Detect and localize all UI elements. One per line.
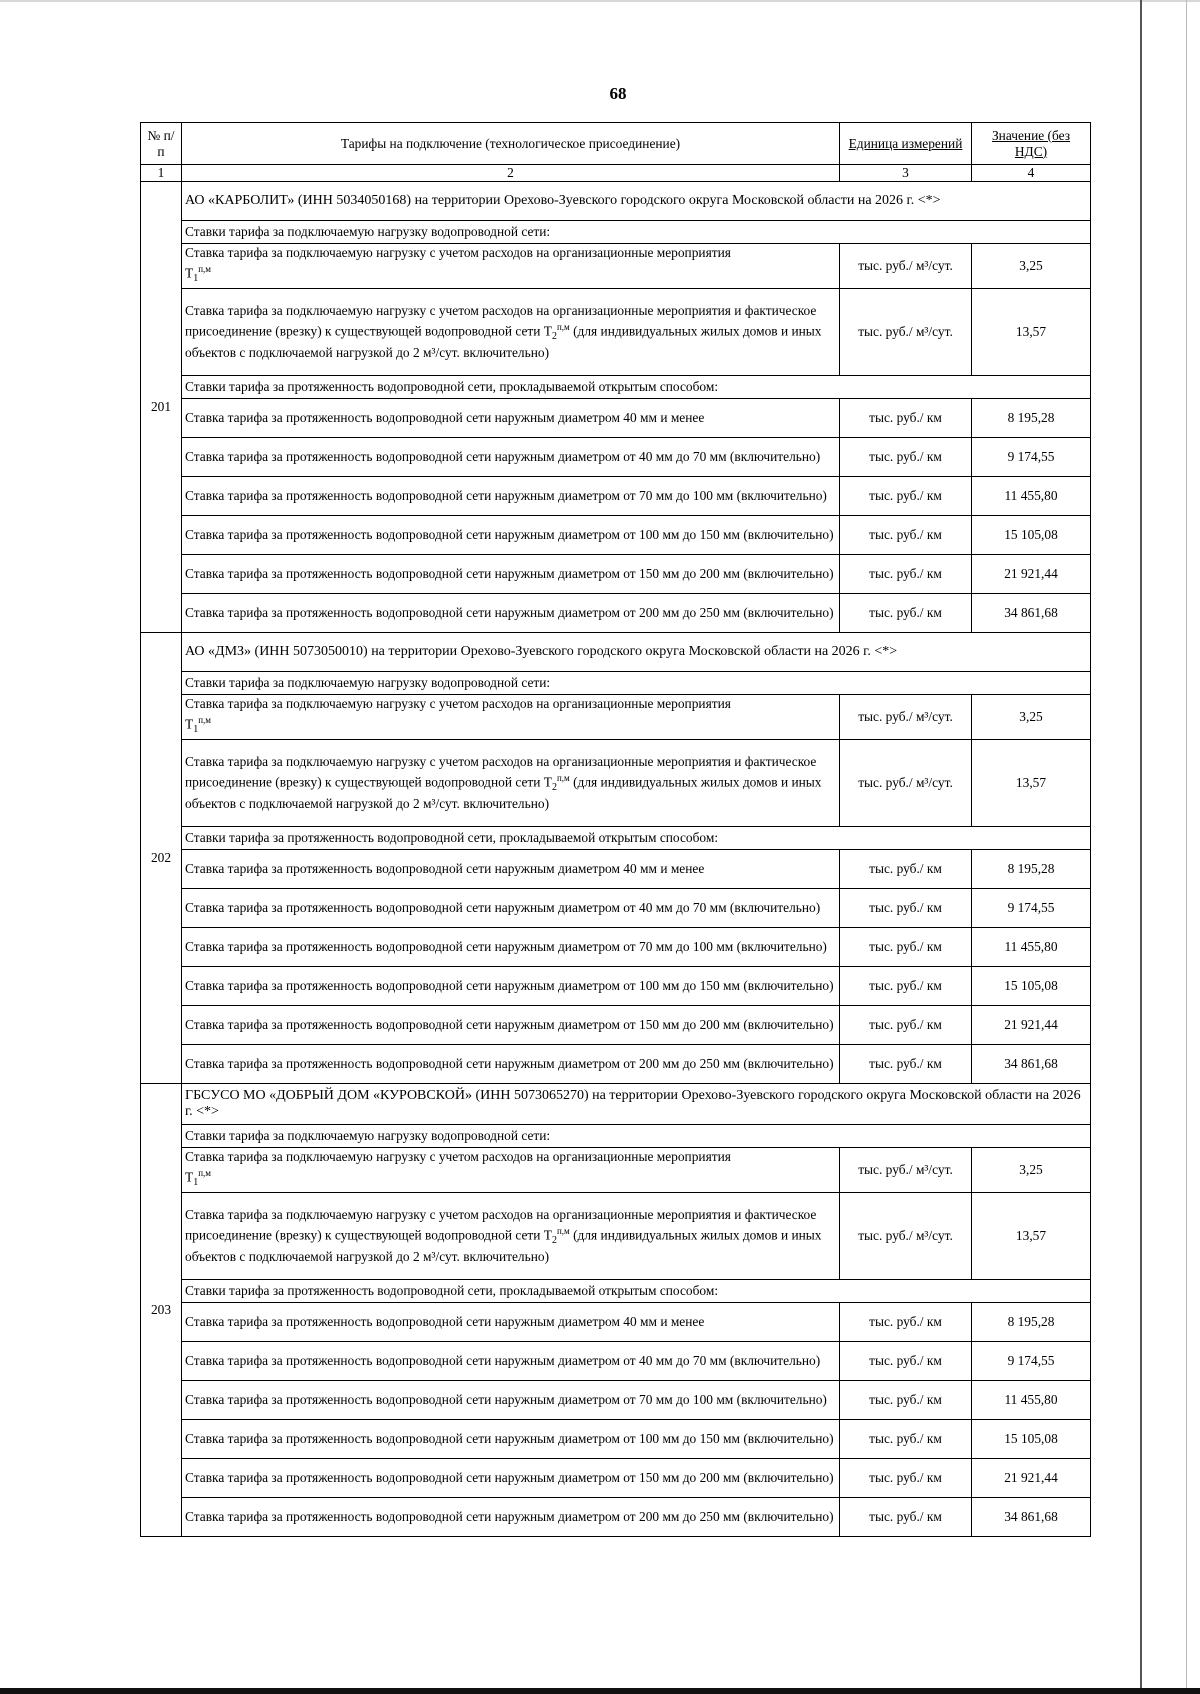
table-row: [141, 1193, 1091, 1280]
t2-superscript: п,м: [556, 773, 570, 784]
table-row: [141, 1420, 1091, 1459]
t1-superscript: п,м: [198, 264, 211, 274]
header-value: [972, 123, 1091, 165]
t2-superscript: п,м: [556, 1226, 570, 1237]
rate-value: 11 455,80: [972, 477, 1091, 516]
rate-unit: тыс. руб./ км: [840, 1381, 972, 1420]
rate-description: Ставка тарифа за протяженность водопроводной сети наружным диаметром от 70 мм до 100 мм (включительно): [182, 928, 840, 967]
t1-symbol: T: [185, 265, 194, 281]
t2-subscript: 2: [551, 782, 557, 794]
t1-description-text: Ставка тарифа за подключаемую нагрузку с учетом расходов на организационные мероприятия: [185, 1149, 731, 1165]
t2-value: 13,57: [972, 740, 1091, 827]
table-row: [141, 1498, 1091, 1537]
rate-value: 11 455,80: [972, 928, 1091, 967]
column-number-2: 2: [182, 165, 840, 182]
rate-value: 21 921,44: [972, 1459, 1091, 1498]
t2-description-text: Ставка тарифа за подключаемую нагрузку с учетом расходов на организационные мероприятия и фактическое присоединение (врезку) к существующей водопроводной сети T: [185, 303, 817, 339]
rate-unit: тыс. руб./ км: [840, 889, 972, 928]
rate-unit: тыс. руб./ км: [840, 516, 972, 555]
section-org-row: [141, 1084, 1091, 1125]
rate-unit: тыс. руб./ км: [840, 1459, 972, 1498]
t1-unit: тыс. руб./ м³/сут.: [840, 244, 972, 289]
table-row: [141, 1381, 1091, 1420]
table-row: [141, 1459, 1091, 1498]
rate-unit: тыс. руб./ км: [840, 1498, 972, 1537]
table-row: [141, 695, 1091, 740]
scan-right-edge: [1140, 0, 1142, 1694]
t1-description-text: Ставка тарифа за подключаемую нагрузку с учетом расходов на организационные мероприятия: [185, 245, 731, 260]
length-section-title: Ставки тарифа за протяженность водопроводной сети, прокладываемой открытым способом:: [182, 827, 1091, 850]
t2-unit: тыс. руб./ м³/сут.: [840, 1193, 972, 1280]
t1-superscript: п,м: [198, 1168, 211, 1179]
rate-value: 34 861,68: [972, 1045, 1091, 1084]
rate-value: 34 861,68: [972, 1498, 1091, 1537]
scan-right-margin-line: [1186, 0, 1187, 1694]
t2-subscript: 2: [551, 1235, 557, 1247]
scan-bottom-edge: [0, 1688, 1200, 1694]
rate-value: 9 174,55: [972, 1342, 1091, 1381]
rate-value: 8 195,28: [972, 850, 1091, 889]
rate-unit: тыс. руб./ км: [840, 594, 972, 633]
table-row: [141, 1148, 1091, 1193]
rate-description: Ставка тарифа за протяженность водопроводной сети наружным диаметром от 200 мм до 250 мм (включительно): [182, 1045, 840, 1084]
rate-description: Ставка тарифа за протяженность водопроводной сети наружным диаметром 40 мм и менее: [182, 399, 840, 438]
header-tariffs: Тарифы на подключение (технологическое присоединение): [182, 123, 840, 165]
section-org-row: [141, 633, 1091, 672]
rate-description: Ставка тарифа за протяженность водопроводной сети наружным диаметром от 40 мм до 70 мм (включительно): [182, 438, 840, 477]
length-section-row: [141, 376, 1091, 399]
column-number-1: 1: [141, 165, 182, 182]
table-row: [141, 477, 1091, 516]
rate-description: Ставка тарифа за протяженность водопроводной сети наружным диаметром от 150 мм до 200 мм (включительно): [182, 555, 840, 594]
rate-unit: тыс. руб./ км: [840, 555, 972, 594]
organization-title: АО «ДМЗ» (ИНН 5073050010) на территории Орехово-Зуевского городского округа Московской области на 2026 г. <*>: [182, 633, 1091, 672]
scan-top-edge: [0, 0, 1200, 2]
table-row: [141, 594, 1091, 633]
t1-unit: тыс. руб./ м³/сут.: [840, 1148, 972, 1193]
t1-value: 3,25: [972, 695, 1091, 740]
rate-description: Ставка тарифа за протяженность водопроводной сети наружным диаметром от 200 мм до 250 мм (включительно): [182, 594, 840, 633]
t1-superscript: п,м: [198, 715, 211, 726]
t2-subscript: 2: [551, 331, 557, 343]
t2-description: [182, 1193, 840, 1280]
rate-unit: тыс. руб./ км: [840, 1420, 972, 1459]
length-section-title: Ставки тарифа за протяженность водопроводной сети, прокладываемой открытым способом:: [182, 1280, 1091, 1303]
t2-value: 13,57: [972, 1193, 1091, 1280]
rate-value: 15 105,08: [972, 516, 1091, 555]
rate-value: 9 174,55: [972, 438, 1091, 477]
table-row: [141, 438, 1091, 477]
rate-unit: тыс. руб./ км: [840, 438, 972, 477]
column-number-3: 3: [840, 165, 972, 182]
t2-description: [182, 740, 840, 827]
rate-description: Ставка тарифа за протяженность водопроводной сети наружным диаметром от 150 мм до 200 мм (включительно): [182, 1006, 840, 1045]
rate-value: 21 921,44: [972, 1006, 1091, 1045]
t1-description-text: Ставка тарифа за подключаемую нагрузку с учетом расходов на организационные мероприятия: [185, 696, 731, 712]
load-section-row: [141, 221, 1091, 244]
rate-description: Ставка тарифа за протяженность водопроводной сети наружным диаметром от 200 мм до 250 мм (включительно): [182, 1498, 840, 1537]
length-section-row: [141, 1280, 1091, 1303]
rate-value: 8 195,28: [972, 1303, 1091, 1342]
rate-unit: тыс. руб./ км: [840, 850, 972, 889]
t2-description-tail: (для индивидуальных жилых домов и иных объектов с подключаемой нагрузкой до 2 м³/сут. включительно): [185, 1227, 822, 1265]
rate-value: 15 105,08: [972, 967, 1091, 1006]
t1-description: [182, 695, 840, 740]
t2-description-text: Ставка тарифа за подключаемую нагрузку с учетом расходов на организационные мероприятия и фактическое присоединение (врезку) к существующей водопроводной сети T: [185, 754, 817, 790]
header-unit: [840, 123, 972, 165]
rate-unit: тыс. руб./ км: [840, 477, 972, 516]
section-number: 203: [141, 1084, 182, 1537]
table-header-row: [141, 123, 1091, 165]
t2-unit: тыс. руб./ м³/сут.: [840, 289, 972, 376]
load-section-title: Ставки тарифа за подключаемую нагрузку водопроводной сети:: [182, 672, 1091, 695]
organization-title: АО «КАРБОЛИТ» (ИНН 5034050168) на территории Орехово-Зуевского городского округа Московской области на 2026 г. <*>: [182, 182, 1091, 221]
t1-unit: тыс. руб./ м³/сут.: [840, 695, 972, 740]
rate-unit: тыс. руб./ км: [840, 399, 972, 438]
t1-description: [182, 1148, 840, 1193]
table-row: [141, 1006, 1091, 1045]
rate-value: 34 861,68: [972, 594, 1091, 633]
rate-description: Ставка тарифа за протяженность водопроводной сети наружным диаметром от 100 мм до 150 мм (включительно): [182, 1420, 840, 1459]
rate-unit: тыс. руб./ км: [840, 1342, 972, 1381]
load-section-title: Ставки тарифа за подключаемую нагрузку водопроводной сети:: [182, 1125, 1091, 1148]
column-number-4: 4: [972, 165, 1091, 182]
table-row: [141, 289, 1091, 376]
rate-unit: тыс. руб./ км: [840, 1045, 972, 1084]
t2-unit: тыс. руб./ м³/сут.: [840, 740, 972, 827]
rate-description: Ставка тарифа за протяженность водопроводной сети наружным диаметром от 70 мм до 100 мм (включительно): [182, 477, 840, 516]
table-row: [141, 928, 1091, 967]
rate-unit: тыс. руб./ км: [840, 1303, 972, 1342]
rate-value: 9 174,55: [972, 889, 1091, 928]
rate-value: 11 455,80: [972, 1381, 1091, 1420]
header-unit-label: Единица измерений: [848, 135, 963, 151]
page-number: 68: [609, 84, 627, 103]
length-section-title: Ставки тарифа за протяженность водопроводной сети, прокладываемой открытым способом:: [182, 376, 1091, 399]
table-row: [141, 1303, 1091, 1342]
length-section-row: [141, 827, 1091, 850]
t1-value: 3,25: [972, 244, 1091, 289]
table-body: [141, 182, 1091, 1537]
table-row: [141, 889, 1091, 928]
section-number: 202: [141, 633, 182, 1084]
section-org-row: [141, 182, 1091, 221]
table-row: [141, 399, 1091, 438]
t2-description-tail: (для индивидуальных жилых домов и иных объектов с подключаемой нагрузкой до 2 м³/сут. включительно): [185, 774, 822, 812]
rate-value: 21 921,44: [972, 555, 1091, 594]
rate-description: Ставка тарифа за протяженность водопроводной сети наружным диаметром от 40 мм до 70 мм (включительно): [182, 889, 840, 928]
t1-subscript: 1: [193, 724, 199, 736]
t1-subscript: 1: [193, 273, 199, 285]
rate-value: 15 105,08: [972, 1420, 1091, 1459]
column-numbers-row: [141, 165, 1091, 182]
t1-description: [182, 244, 840, 289]
rate-description: Ставка тарифа за протяженность водопроводной сети наружным диаметром 40 мм и менее: [182, 850, 840, 889]
load-section-title: Ставки тарифа за подключаемую нагрузку водопроводной сети:: [182, 221, 1091, 244]
load-section-row: [141, 1125, 1091, 1148]
table-row: [141, 516, 1091, 555]
rate-unit: тыс. руб./ км: [840, 967, 972, 1006]
t1-value: 3,25: [972, 1148, 1091, 1193]
rate-description: Ставка тарифа за протяженность водопроводной сети наружным диаметром от 150 мм до 200 мм (включительно): [182, 1459, 840, 1498]
table-row: [141, 740, 1091, 827]
header-number: № п/п: [141, 123, 182, 165]
table-row: [141, 1342, 1091, 1381]
rate-value: 8 195,28: [972, 399, 1091, 438]
table-row: [141, 967, 1091, 1006]
t1-symbol: T: [185, 716, 194, 732]
t2-description-tail: (для индивидуальных жилых домов и иных объектов с подключаемой нагрузкой до 2 м³/сут. включительно): [185, 323, 822, 361]
t2-description-text: Ставка тарифа за подключаемую нагрузку с учетом расходов на организационные мероприятия и фактическое присоединение (врезку) к существующей водопроводной сети T: [185, 1207, 817, 1243]
t2-description: [182, 289, 840, 376]
rate-description: Ставка тарифа за протяженность водопроводной сети наружным диаметром от 100 мм до 150 мм (включительно): [182, 967, 840, 1006]
rate-description: Ставка тарифа за протяженность водопроводной сети наружным диаметром от 70 мм до 100 мм (включительно): [182, 1381, 840, 1420]
organization-title: ГБСУСО МО «ДОБРЫЙ ДОМ «КУРОВСКОЙ» (ИНН 5073065270) на территории Орехово-Зуевского городского округа Московской области на 2026 г. <*>: [182, 1084, 1091, 1125]
header-value-label: Значение (без НДС): [991, 127, 1071, 159]
t1-symbol: T: [185, 1169, 194, 1185]
table-row: [141, 1045, 1091, 1084]
rate-unit: тыс. руб./ км: [840, 1006, 972, 1045]
t2-superscript: п,м: [556, 322, 570, 333]
rate-description: Ставка тарифа за протяженность водопроводной сети наружным диаметром от 100 мм до 150 мм (включительно): [182, 516, 840, 555]
table-row: [141, 244, 1091, 289]
t1-subscript: 1: [193, 1177, 199, 1189]
rate-description: Ставка тарифа за протяженность водопроводной сети наружным диаметром 40 мм и менее: [182, 1303, 840, 1342]
t2-value: 13,57: [972, 289, 1091, 376]
table-row: [141, 555, 1091, 594]
table-row: [141, 850, 1091, 889]
load-section-row: [141, 672, 1091, 695]
rate-description: Ставка тарифа за протяженность водопроводной сети наружным диаметром от 40 мм до 70 мм (включительно): [182, 1342, 840, 1381]
tariff-table: [140, 122, 1091, 1537]
section-number: 201: [141, 182, 182, 633]
rate-unit: тыс. руб./ км: [840, 928, 972, 967]
